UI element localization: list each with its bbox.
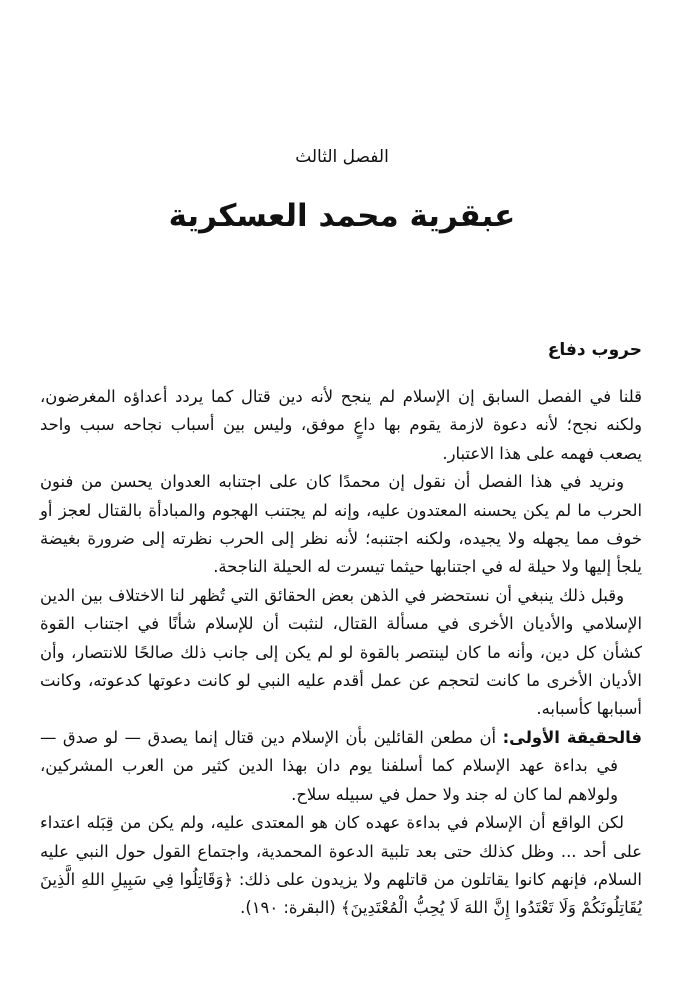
paragraph-4	[40, 724, 642, 809]
chapter-title: عبقرية محمد العسكرية	[168, 198, 516, 234]
first-fact-text: أن مطعن القائلين بأن الإسلام دين قتال إنما يصدق — لو صدق — في بداءة عهد الإسلام كما أسلفنا يوم دان بهذا الدين كثير من العرب المشركين، ولولاهم لما كان له جند ولا حمل في سبيله سلاح.	[40, 727, 618, 804]
paragraph-5: لكن الواقع أن الإسلام في بداءة عهده كان هو المعتدى عليه، ولم يكن من قِبَله اعتداء على أحد ... وظل كذلك حتى بعد تلبية الدعوة المحمدية، واجتماع القول حول النبي عليه السلام، فإنهم كانوا يقاتلون من قاتلهم ولا يزيدون على ذلك: ﴿وَقَاتِلُوا فِي سَبِيلِ اللهِ الَّذِينَ يُقَاتِلُونَكُمْ وَلَا تَعْتَدُوا إِنَّ اللهَ لَا يُحِبُّ الْمُعْتَدِينَ﴾ (البقرة: ١٩٠).	[40, 813, 642, 918]
paragraph-1: قلنا في الفصل السابق إن الإسلام لم ينجح لأنه دين قتال كما يردد أعداؤه المغرضون، ولكنه نجح؛ لأنه دعوة لازمة يقوم بها داعٍ موفق، وليس بين أسباب نجاحه سبب واحد يصعب فهمه على هذا الاعتبار.	[40, 387, 642, 463]
chapter-label: الفصل الثالث	[295, 147, 389, 167]
paragraph-2: ونريد في هذا الفصل أن نقول إن محمدًا كان على اجتنابه العدوان يحسن من فنون الحرب ما لم يكن يحسنه المعتدون عليه، وإنه لم يجتنب الهجوم والمبادأة بالقتال لعجز أو خوف مما يجهله ولا يجيده، ولكنه اجتنبه؛ لأنه نظر إلى الحرب نظرته إلى ضرورة بغيضة يلجأ إليها ولا حيلة له في اجتنابها حيثما تيسرت له الحيلة الناجحة.	[40, 472, 642, 577]
section-heading: حروب دفاع	[547, 340, 642, 360]
paragraph-3: وقبل ذلك ينبغي أن نستحضر في الذهن بعض الحقائق التي تُظهر لنا الاختلاف بين الدين الإسلامي والأديان الأخرى في مسألة القتال، لنثبت أن للإسلام شأنًا في اجتناب القوة كشأن كل دين، وأنه ما كان لينتصر بالقوة لو لم يكن إلى جانب ذلك صالحًا للانتصار، وأن الأديان الأخرى ما كانت لتحجم عن عمل أقدم عليه النبي لو كانت دعوتها كدعوته، وكانت أسبابها كأسبابه.	[40, 585, 642, 719]
body-text	[40, 383, 642, 923]
first-fact-label: فالحقيقة الأولى:	[502, 727, 642, 747]
